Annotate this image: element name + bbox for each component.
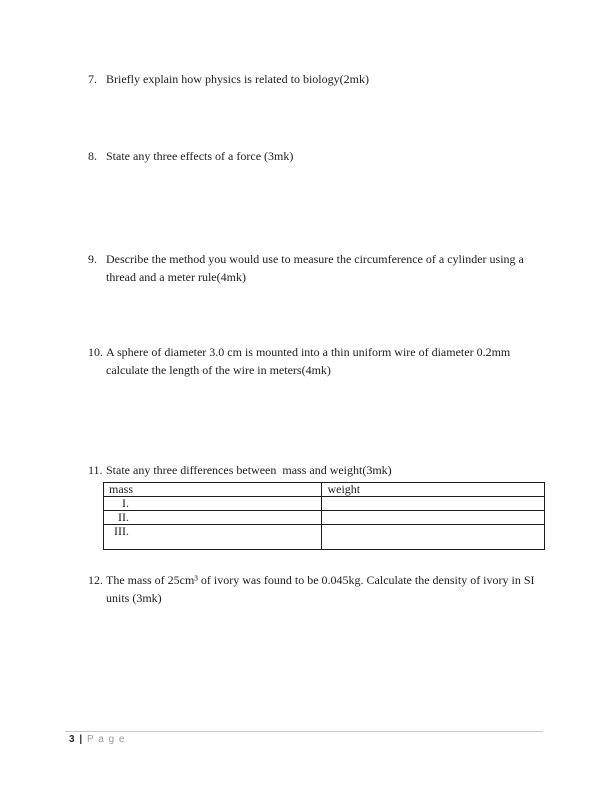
question-10 [88,343,544,379]
table-row [104,525,545,550]
table-row-1-numeral: I. [122,496,129,510]
table-header-row [104,483,545,497]
question-8-text: State any three effects of a force (3mk) [106,149,294,163]
table-row-2-weight-cell [322,511,545,525]
question-12-text: The mass of 25cm³ of ivory was found to be 0.045kg. Calculate the density of ivory in SI units (3mk) [106,573,538,605]
question-11-number: 11. [88,463,103,477]
mass-weight-table [103,482,545,550]
question-7 [88,70,544,88]
table-row-3-numeral: III. [114,524,129,538]
question-7-text: Briefly explain how physics is related to biology(2mk) [106,72,369,86]
table-row-3-weight-cell [322,525,545,550]
question-8-number: 8. [88,149,97,163]
question-12-number: 12. [88,573,103,587]
question-11-text: State any three differences between mass and weight(3mk) [106,463,392,477]
footer-page-label: P a g e [86,734,126,745]
table-row-2-numeral: II. [118,510,129,524]
table-row [104,497,545,511]
table-header-mass: mass [104,483,322,497]
question-10-number: 10. [88,345,103,359]
question-12 [88,571,544,607]
question-9-number: 9. [88,252,97,266]
question-10-text: A sphere of diameter 3.0 cm is mounted into a thin uniform wire of diameter 0.2mm calculate the length of the wire in meters(4mk) [106,345,514,377]
table-header-weight: weight [322,483,545,497]
table-row [104,511,545,525]
table-row-1-weight-cell [322,497,545,511]
page-footer [69,734,125,746]
question-9-text: Describe the method you would use to measure the circumference of a cylinder using a thread and a meter rule(4mk) [106,252,527,284]
question-7-number: 7. [88,72,97,86]
question-11 [88,461,544,479]
footer-separator: | [79,734,83,745]
question-8 [88,147,544,165]
footer-divider [65,731,543,732]
footer-page-number: 3 [69,734,75,745]
question-9 [88,250,544,286]
